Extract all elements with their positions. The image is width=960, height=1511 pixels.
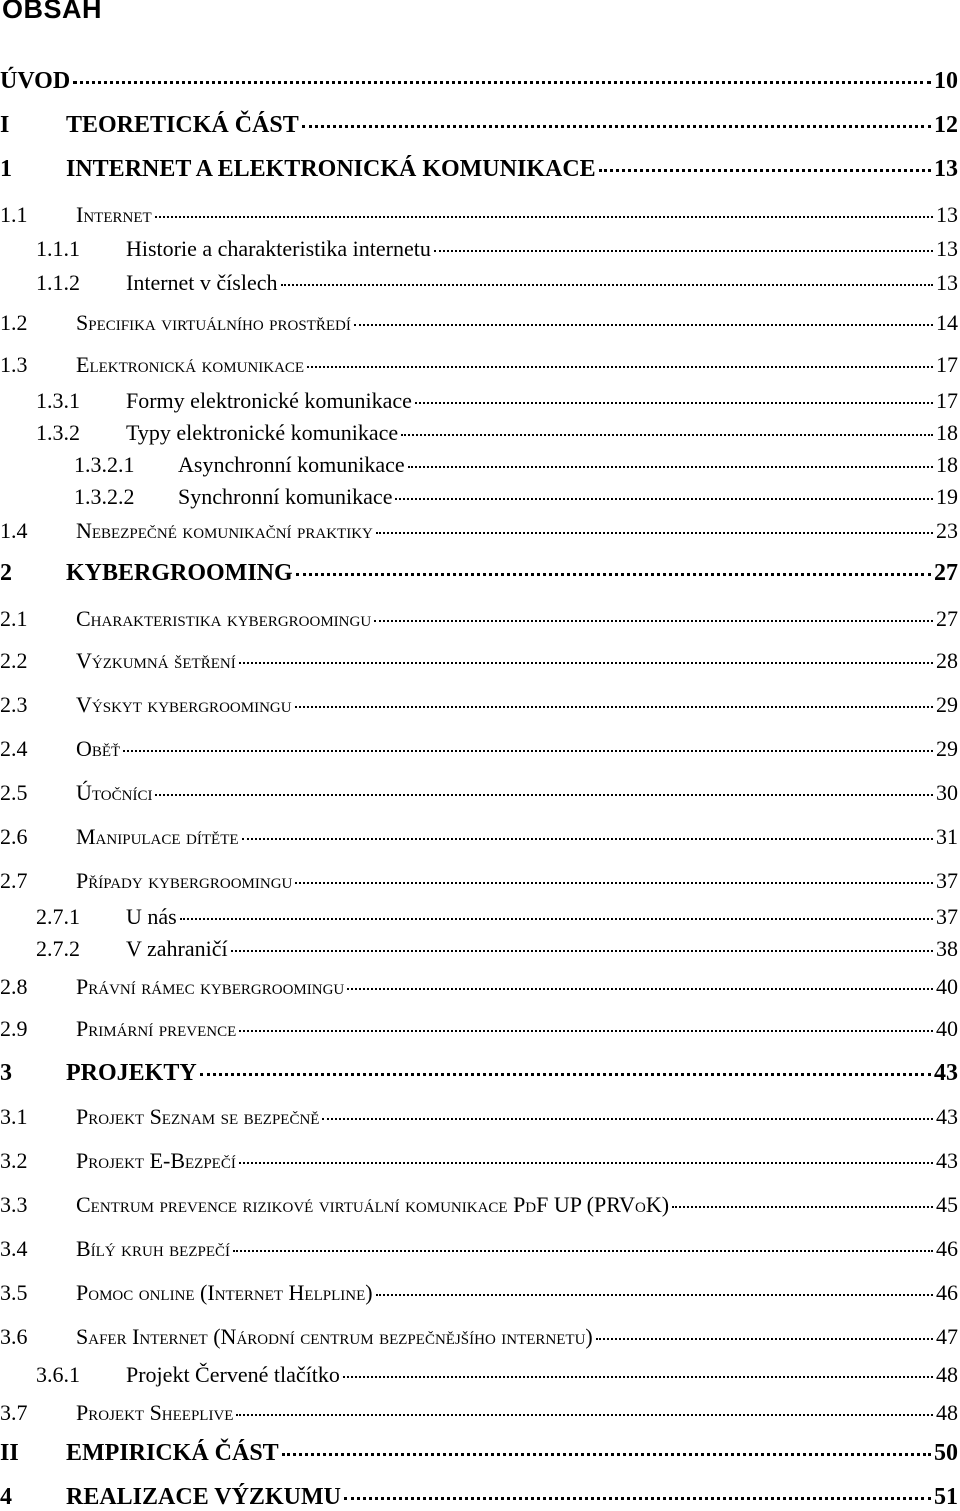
toc-dot-leader	[233, 1250, 933, 1252]
toc-dot-leader	[73, 81, 931, 84]
toc-entry-page-number: 43	[936, 1104, 958, 1129]
toc-entry-page-number: 51	[934, 1484, 958, 1510]
toc-entry-title: Pomoc online (Internet Helpline)	[76, 1280, 373, 1305]
toc-entry[interactable]	[0, 112, 958, 139]
toc-entry-number: 1.1.2	[36, 270, 80, 295]
toc-dot-leader	[295, 882, 933, 884]
toc-entry-page-number: 31	[936, 824, 958, 849]
toc-dot-leader	[239, 1162, 933, 1164]
toc-entry[interactable]	[0, 974, 958, 1000]
toc-entry-page-number: 50	[934, 1440, 958, 1466]
toc-entry-number: II	[0, 1440, 19, 1466]
toc-entry-page-number: 30	[936, 780, 958, 805]
toc-entry-title: Centrum prevence rizikové virtuální komunikace PdF UP (PRVoK)	[76, 1192, 670, 1217]
toc-entry[interactable]	[0, 68, 958, 95]
toc-entry-title: Projekt E-Bezpečí	[76, 1148, 236, 1173]
toc-entry-number: 3.3	[0, 1192, 28, 1217]
toc-entry-number: 1.3.1	[36, 388, 80, 413]
toc-dot-leader	[434, 250, 933, 252]
toc-entry-page-number: 13	[936, 236, 958, 261]
toc-entry[interactable]	[0, 560, 958, 587]
toc-entry-page-number: 13	[936, 270, 958, 295]
toc-entry-page-number: 37	[936, 868, 958, 893]
toc-dot-leader	[123, 750, 933, 752]
toc-entry[interactable]	[0, 1400, 958, 1426]
toc-entry-page-number: 43	[934, 1060, 958, 1086]
toc-entry[interactable]	[0, 1060, 958, 1087]
toc-entry[interactable]	[74, 452, 958, 478]
toc-entry-number: 2.7.2	[36, 936, 80, 961]
toc-entry-page-number: 40	[936, 1016, 958, 1041]
toc-entry-page-number: 27	[934, 560, 958, 586]
toc-entry-title: Projekt Seznam se bezpečně	[76, 1104, 320, 1129]
toc-entry-title: Projekt Sheeplive	[76, 1400, 234, 1425]
toc-entry-title: Manipulace dítěte	[76, 824, 239, 849]
toc-entry[interactable]	[0, 1192, 958, 1218]
toc-entry-title: Výzkumná šetření	[76, 648, 236, 673]
toc-dot-leader	[302, 125, 931, 128]
toc-entry-title: PROJEKTY	[66, 1060, 197, 1086]
toc-entry[interactable]	[0, 1280, 958, 1306]
toc-entry-page-number: 27	[936, 606, 958, 631]
toc-entry-page-number: 17	[936, 388, 958, 413]
toc-entry[interactable]	[0, 156, 958, 183]
toc-entry-title: Bílý kruh bezpečí	[76, 1236, 231, 1261]
toc-entry-title: REALIZACE VÝZKUMU	[66, 1484, 341, 1510]
toc-dot-leader	[231, 950, 933, 952]
toc-entry-number: 3.1	[0, 1104, 28, 1129]
toc-entry-title: Historie a charakteristika internetu	[126, 236, 431, 261]
toc-entry-page-number: 45	[936, 1192, 958, 1217]
toc-entry[interactable]	[0, 1148, 958, 1174]
toc-entry-page-number: 18	[936, 452, 958, 477]
toc-entry-number: 2.7.1	[36, 904, 80, 929]
toc-entry-number: 2.2	[0, 648, 28, 673]
toc-entry-page-number: 29	[936, 692, 958, 717]
toc-dot-leader	[282, 1453, 931, 1456]
toc-entry-number: 2.4	[0, 736, 28, 761]
toc-entry-number: 3.2	[0, 1148, 28, 1173]
toc-entry-number: 2.9	[0, 1016, 28, 1041]
toc-entry-number: 1.1	[0, 202, 28, 227]
toc-entry[interactable]	[0, 1324, 958, 1350]
toc-entry-title: Internet v číslech	[126, 270, 278, 295]
toc-entry-number: 3	[0, 1060, 12, 1086]
toc-entry-number: 1.3.2	[36, 420, 80, 445]
toc-entry-page-number: 14	[936, 310, 958, 335]
toc-dot-leader	[354, 324, 933, 326]
toc-dot-leader	[242, 838, 933, 840]
toc-dot-leader	[307, 366, 933, 368]
toc-entry-number: 1.4	[0, 518, 28, 543]
toc-entry-page-number: 12	[934, 112, 958, 138]
toc-entry[interactable]	[36, 236, 958, 262]
toc-entry-title: Specifika virtuálního prostředí	[76, 310, 351, 335]
toc-entry-page-number: 46	[936, 1236, 958, 1261]
toc-entry[interactable]	[0, 202, 958, 228]
toc-dot-leader	[155, 794, 933, 796]
toc-dot-leader	[296, 573, 931, 576]
toc-entry[interactable]	[0, 352, 958, 378]
toc-entry[interactable]	[0, 692, 958, 718]
toc-entry[interactable]	[36, 388, 958, 414]
toc-entry[interactable]	[0, 1016, 958, 1042]
toc-entry-title: Primární prevence	[76, 1016, 237, 1041]
toc-entry-title: Elektronická komunikace	[76, 352, 305, 377]
toc-dot-leader	[596, 1338, 933, 1340]
toc-entry-page-number: 47	[936, 1324, 958, 1349]
toc-entry-number: 1.3.2.1	[74, 452, 135, 477]
toc-entry-title: Charakteristika kybergroomingu	[76, 606, 372, 631]
toc-dot-leader	[200, 1073, 931, 1076]
toc-dot-leader	[236, 1414, 933, 1416]
toc-entry-number: 3.6.1	[36, 1362, 80, 1387]
toc-entry-page-number: 40	[936, 974, 958, 999]
toc-entry-title: U nás	[126, 904, 177, 929]
toc-entry-page-number: 37	[936, 904, 958, 929]
toc-dot-leader	[599, 169, 931, 172]
toc-entry[interactable]	[0, 824, 958, 850]
toc-entry-page-number: 29	[936, 736, 958, 761]
toc-entry-number: 2.3	[0, 692, 28, 717]
toc-entry-page-number: 38	[936, 936, 958, 961]
toc-entry[interactable]	[36, 270, 958, 296]
toc-entry-page-number: 10	[934, 68, 958, 94]
toc-entry-number: 2.1	[0, 606, 28, 631]
toc-entry[interactable]	[0, 310, 958, 336]
toc-entry[interactable]	[36, 936, 958, 962]
toc-entry[interactable]	[0, 1440, 958, 1467]
toc-entry-page-number: 48	[936, 1362, 958, 1387]
toc-dot-leader	[180, 918, 933, 920]
toc-entry[interactable]	[36, 420, 958, 446]
toc-dot-leader	[295, 706, 933, 708]
toc-entry[interactable]	[0, 518, 958, 544]
toc-entry-page-number: 13	[934, 156, 958, 182]
toc-dot-leader	[239, 1030, 933, 1032]
toc-dot-leader	[376, 1294, 933, 1296]
toc-entry-title: Formy elektronické komunikace	[126, 388, 412, 413]
toc-dot-leader	[415, 402, 933, 404]
toc-entry[interactable]	[0, 868, 958, 894]
toc-entry-title: Internet	[76, 202, 152, 227]
toc-dot-leader	[672, 1206, 933, 1208]
toc-dot-leader	[395, 498, 933, 500]
toc-entry-number: I	[0, 112, 10, 138]
toc-entry-page-number: 46	[936, 1280, 958, 1305]
toc-dot-leader	[281, 284, 934, 286]
toc-entry-number: ÚVOD	[0, 68, 71, 94]
toc-entry-number: 3.7	[0, 1400, 28, 1425]
toc-entry-title: INTERNET A ELEKTRONICKÁ KOMUNIKACE	[66, 156, 596, 182]
toc-entry-title: V zahraničí	[126, 936, 228, 961]
toc-entry-title: Nebezpečné komunikační praktiky	[76, 518, 373, 543]
toc-entry-title: Asynchronní komunikace	[178, 452, 405, 477]
toc-entry-number: 4	[0, 1484, 12, 1510]
toc-dot-leader	[343, 1376, 933, 1378]
toc-entry[interactable]	[0, 1484, 958, 1511]
toc-entry[interactable]	[0, 606, 958, 632]
toc-entry[interactable]	[74, 484, 958, 510]
toc-entry-title: Safer Internet (Národní centrum bezpečnějšího internetu)	[76, 1324, 593, 1349]
toc-entry-number: 3.4	[0, 1236, 28, 1261]
toc-entry-title: Výskyt kybergroomingu	[76, 692, 292, 717]
toc-entry-page-number: 13	[936, 202, 958, 227]
toc-dot-leader	[408, 466, 933, 468]
toc-dot-leader	[344, 1497, 931, 1500]
toc-entry-title: TEORETICKÁ ČÁST	[66, 112, 299, 138]
toc-entry-title: Projekt Červené tlačítko	[126, 1362, 340, 1387]
toc-entry-page-number: 48	[936, 1400, 958, 1425]
toc-entry-title: Případy kybergroomingu	[76, 868, 293, 893]
toc-entry-number: 3.5	[0, 1280, 28, 1305]
toc-entry-number: 2.7	[0, 868, 28, 893]
toc-entry-number: 1.2	[0, 310, 28, 335]
toc-entry-number: 1.3	[0, 352, 28, 377]
toc-entry-title: Synchronní komunikace	[178, 484, 393, 509]
toc-dot-leader	[376, 532, 933, 534]
toc-entry-page-number: 23	[936, 518, 958, 543]
toc-dot-leader	[322, 1118, 933, 1120]
toc-dot-leader	[374, 620, 933, 622]
toc-entry[interactable]	[0, 736, 958, 762]
toc-entry[interactable]	[0, 1236, 958, 1262]
toc-entry-number: 2	[0, 560, 12, 586]
toc-entry[interactable]	[36, 904, 958, 930]
toc-entry-title: Útočníci	[76, 780, 153, 805]
toc-entry-page-number: 17	[936, 352, 958, 377]
toc-entry-title: EMPIRICKÁ ČÁST	[66, 1440, 279, 1466]
toc-entry-number: 3.6	[0, 1324, 28, 1349]
toc-entry[interactable]	[0, 1104, 958, 1130]
toc-dot-leader	[155, 216, 933, 218]
toc-entry-title: Oběť	[76, 736, 121, 761]
toc-entry-page-number: 43	[936, 1148, 958, 1173]
toc-entry-title: Typy elektronické komunikace	[126, 420, 399, 445]
toc-dot-leader	[347, 988, 933, 990]
toc-entry-number: 1.1.1	[36, 236, 80, 261]
toc-entry[interactable]	[0, 648, 958, 674]
toc-entry-page-number: 28	[936, 648, 958, 673]
toc-entry-number: 1.3.2.2	[74, 484, 135, 509]
toc-entry-number: 2.6	[0, 824, 28, 849]
toc-entry-page-number: 19	[936, 484, 958, 509]
toc-entry-page-number: 18	[936, 420, 958, 445]
toc-entry-title: Právní rámec kybergroomingu	[76, 974, 345, 999]
toc-dot-leader	[401, 434, 933, 436]
toc-entry-number: 2.5	[0, 780, 28, 805]
toc-entry[interactable]	[0, 780, 958, 806]
toc-entry-number: 1	[0, 156, 12, 182]
toc-entry-title: KYBERGROOMING	[66, 560, 293, 586]
page-title: OBSAH	[2, 0, 103, 24]
toc-entry[interactable]	[36, 1362, 958, 1388]
toc-entry-number: 2.8	[0, 974, 28, 999]
toc-dot-leader	[239, 662, 933, 664]
